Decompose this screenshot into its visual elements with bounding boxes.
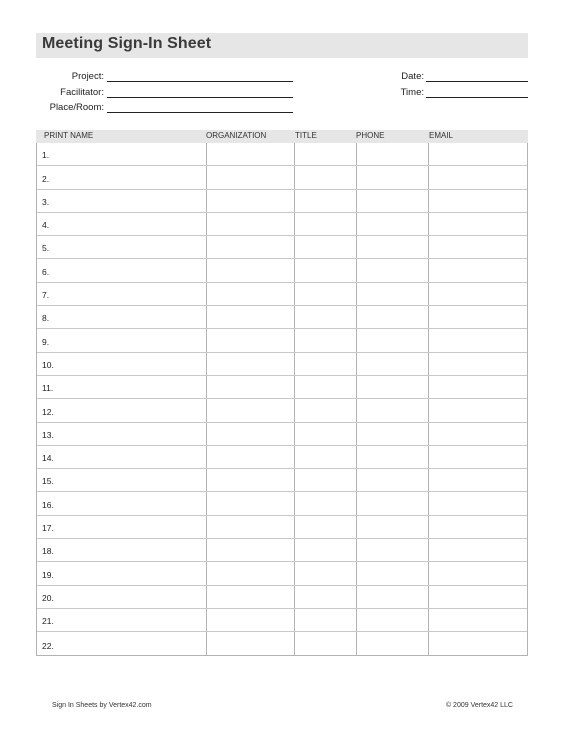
row-number: 11. bbox=[42, 383, 54, 394]
facilitator-field[interactable] bbox=[107, 97, 293, 98]
row-number: 16. bbox=[42, 499, 54, 510]
footer-left: Sign In Sheets by Vertex42.com bbox=[52, 702, 152, 709]
footer-right: © 2009 Vertex42 LLC bbox=[445, 702, 513, 709]
facilitator-label: Facilitator: bbox=[60, 87, 104, 98]
row-number: 14. bbox=[42, 453, 54, 464]
project-field[interactable] bbox=[107, 81, 293, 82]
place-room-field[interactable] bbox=[107, 112, 293, 113]
title-bar bbox=[36, 33, 528, 58]
column-header-print-name: PRINT NAME bbox=[44, 131, 94, 140]
table-row[interactable] bbox=[37, 469, 527, 492]
row-number: 3. bbox=[42, 196, 50, 207]
table-row[interactable] bbox=[37, 423, 527, 446]
table-row[interactable] bbox=[37, 306, 527, 329]
row-number: 21. bbox=[42, 616, 54, 627]
table-row[interactable] bbox=[37, 283, 527, 306]
row-number: 19. bbox=[42, 569, 54, 580]
date-label: Date: bbox=[401, 71, 424, 82]
table-row[interactable] bbox=[37, 493, 527, 516]
table-row[interactable] bbox=[37, 213, 527, 236]
row-number: 18. bbox=[42, 546, 54, 557]
table-row[interactable] bbox=[37, 446, 527, 469]
table-header bbox=[36, 130, 528, 143]
time-field[interactable] bbox=[426, 97, 528, 98]
table-row[interactable] bbox=[37, 609, 527, 632]
column-header-phone: PHONE bbox=[356, 131, 385, 140]
column-header-email: EMAIL bbox=[429, 131, 454, 140]
table-row[interactable] bbox=[37, 190, 527, 213]
project-label: Project: bbox=[71, 71, 104, 82]
place-room-label: Place/Room: bbox=[49, 102, 104, 113]
row-number: 5. bbox=[42, 243, 50, 254]
table-body bbox=[36, 143, 528, 656]
table-row[interactable] bbox=[37, 539, 527, 562]
row-number: 6. bbox=[42, 266, 50, 277]
row-number: 8. bbox=[42, 313, 50, 324]
table-row[interactable] bbox=[37, 260, 527, 283]
column-header-organization: ORGANIZATION bbox=[206, 131, 267, 140]
table-row[interactable] bbox=[37, 399, 527, 422]
table-row[interactable] bbox=[37, 236, 527, 259]
table-row[interactable] bbox=[37, 143, 527, 166]
row-number: 9. bbox=[42, 336, 50, 347]
table-row[interactable] bbox=[37, 376, 527, 399]
row-number: 4. bbox=[42, 220, 50, 231]
table-row[interactable] bbox=[37, 562, 527, 585]
time-label: Time: bbox=[400, 87, 424, 98]
row-number: 12. bbox=[42, 406, 54, 417]
table-row[interactable] bbox=[37, 632, 527, 655]
row-number: 1. bbox=[42, 150, 50, 161]
sign-in-table bbox=[36, 130, 528, 656]
page-title: Meeting Sign-In Sheet bbox=[42, 35, 212, 52]
row-number: 2. bbox=[42, 173, 50, 184]
row-number: 20. bbox=[42, 592, 54, 603]
date-field[interactable] bbox=[426, 81, 528, 82]
row-number: 22. bbox=[42, 640, 54, 651]
row-number: 13. bbox=[42, 429, 54, 440]
row-number: 7. bbox=[42, 290, 50, 301]
table-row[interactable] bbox=[37, 586, 527, 609]
table-row[interactable] bbox=[37, 353, 527, 376]
row-number: 17. bbox=[42, 523, 54, 534]
row-number: 10. bbox=[42, 359, 54, 370]
table-row[interactable] bbox=[37, 166, 527, 189]
table-row[interactable] bbox=[37, 516, 527, 539]
table-row[interactable] bbox=[37, 329, 527, 352]
column-header-title: TITLE bbox=[295, 131, 317, 140]
row-number: 15. bbox=[42, 476, 54, 487]
